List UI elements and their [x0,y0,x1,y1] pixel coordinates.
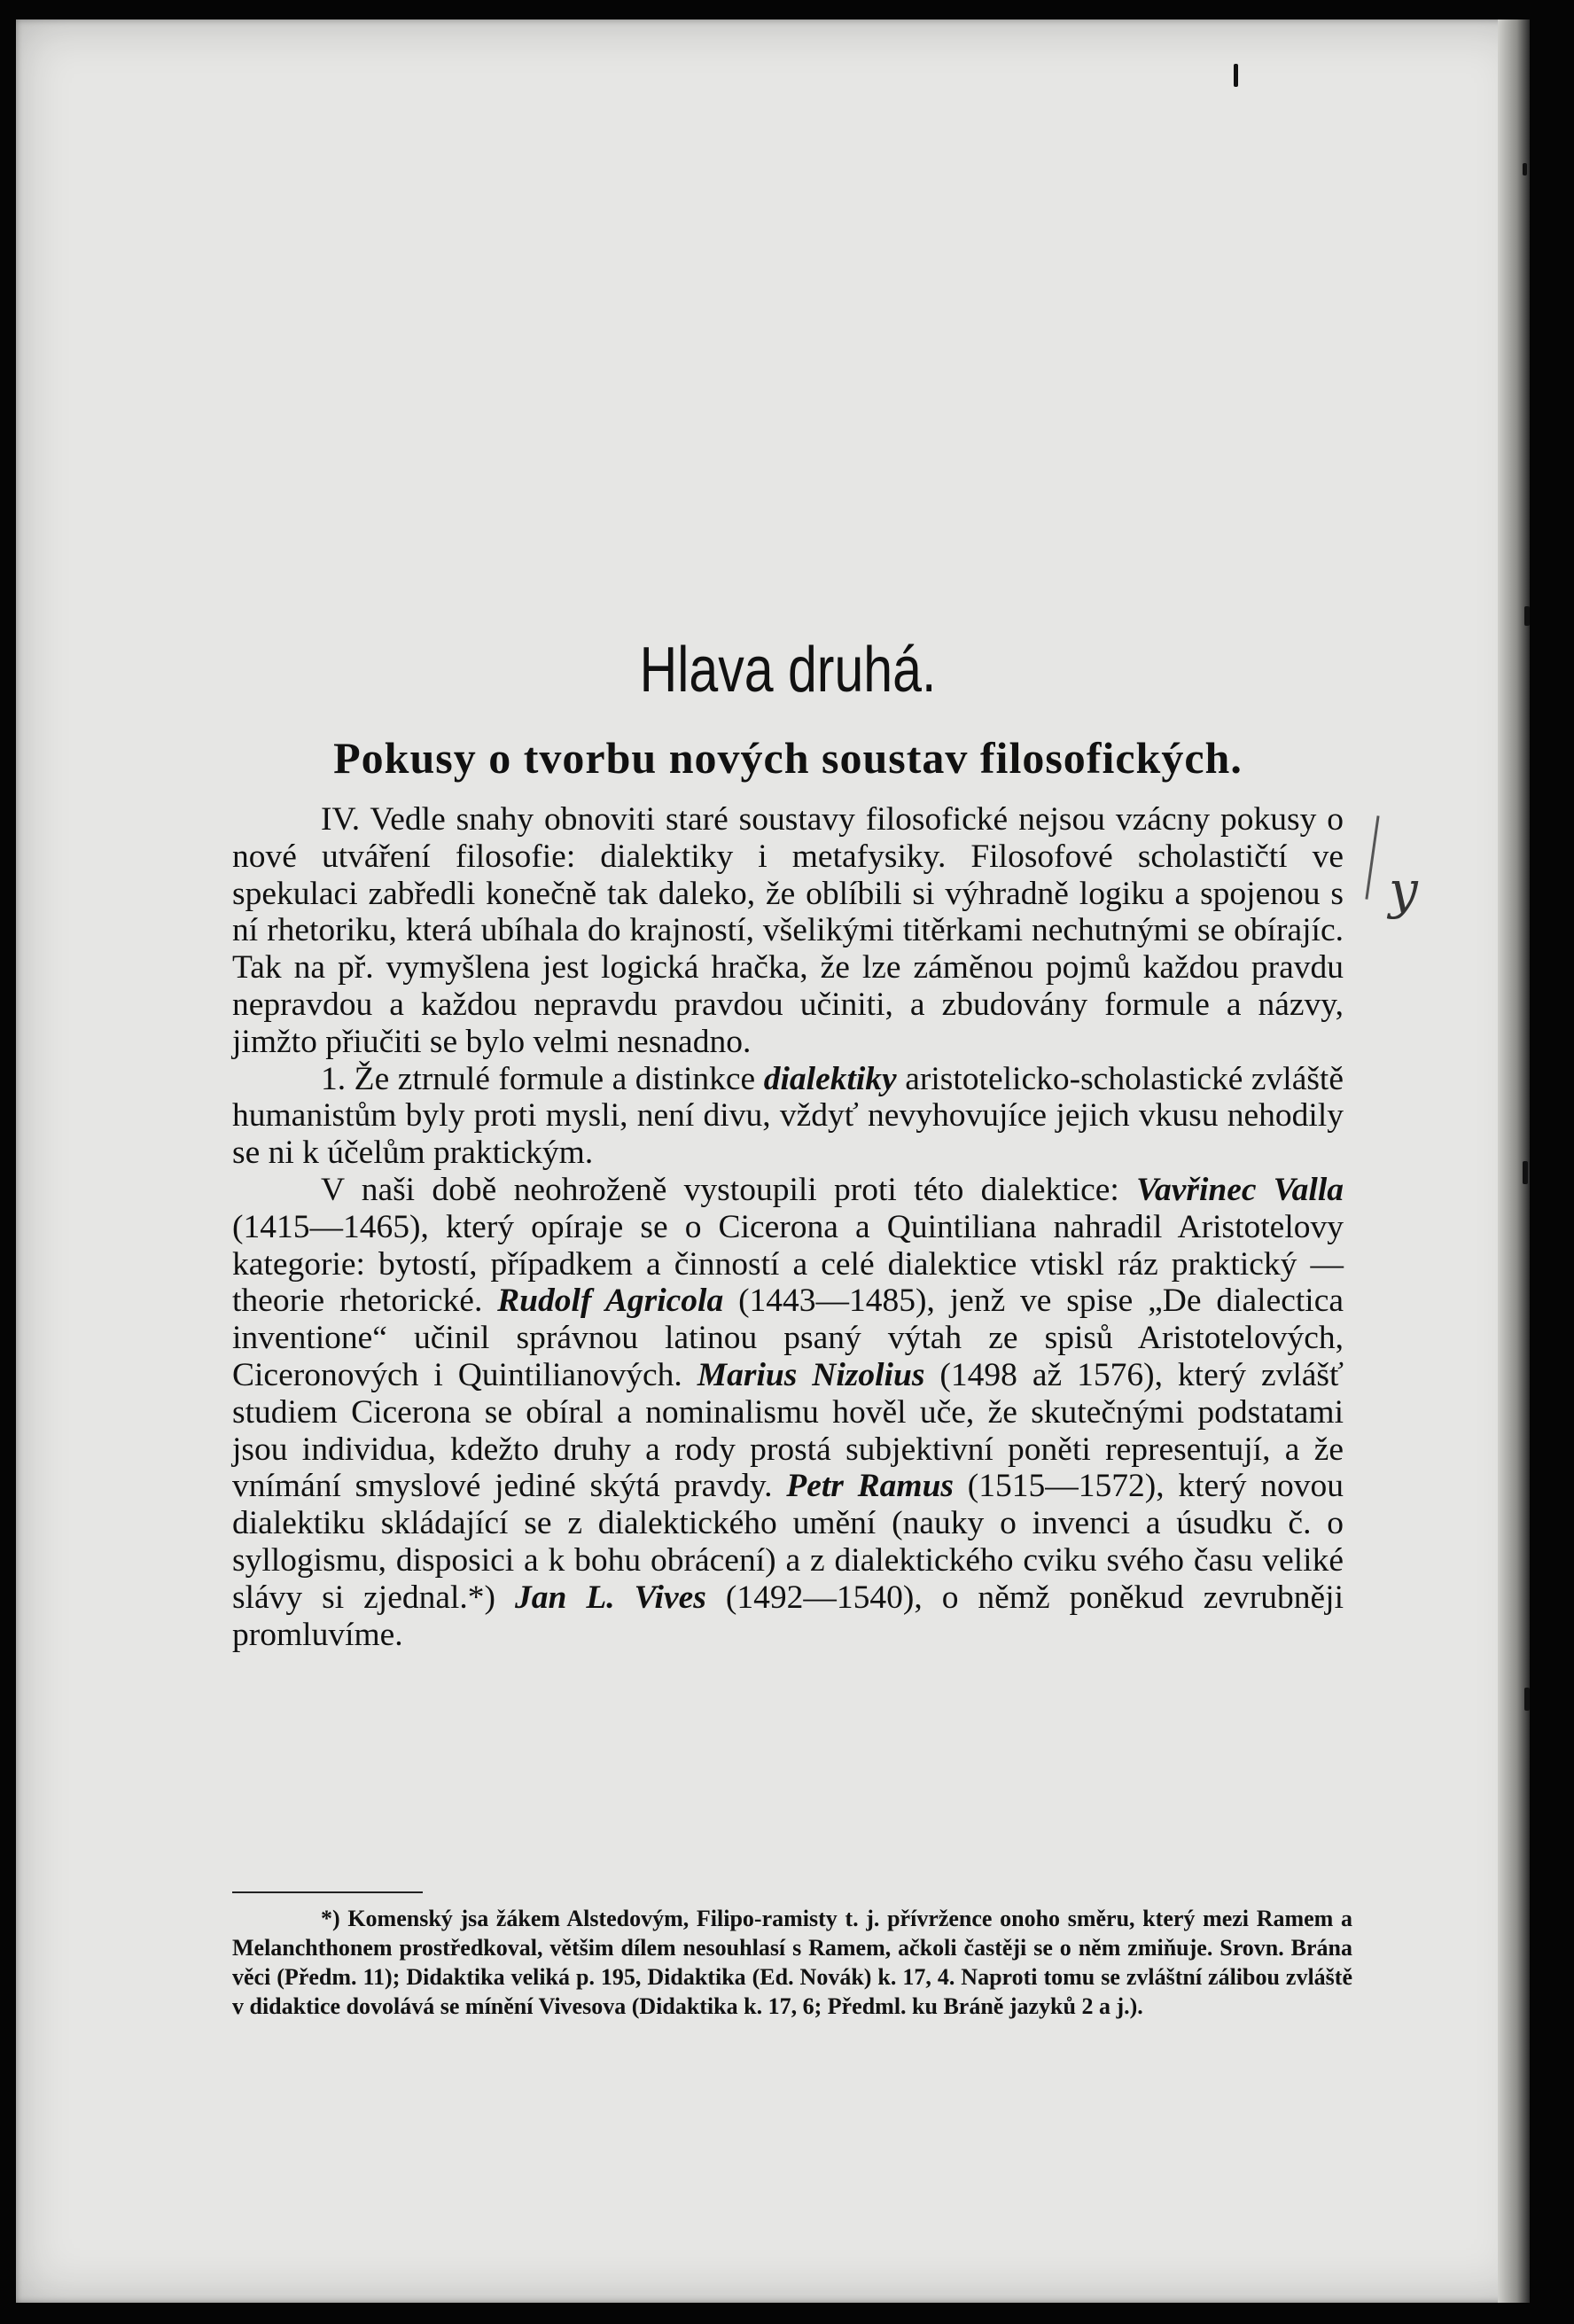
scan-speck [1524,606,1530,626]
paragraph-text: (1415—1465), který opíraje se o Cicerona a Quintiliana nahradil Aristotelovy kategorie: bytostí, případkem a činností a celé dialektice vtiskl ráz praktický — theorie rhetorické. [232,1208,1344,1320]
footnote: *) Komenský jsa žákem Alstedovým, Filipo-ramisty t. j. přívržence onoho směru, který mezi Ramem a Melanchthonem prostředkoval, většim dílem nesouhlasí s Ramem, ačkoli častěji se o něm zmiňuje. Srovn. Brána věci (Předm. 11); Didaktika veliká p. 195, Didaktika (Ed. Novák) k. 17, 4. Naproti tomu se zvláštní zálibou zvláště v didaktice dovolává se mínění Vivesova (Didaktika k. 17, 6; Předml. ku Bráně jazyků 2 a j.). [232,1906,1352,2019]
italic-name: Jan L. Vives [515,1579,706,1616]
paragraph-text: 1. Že ztrnulé formule a distinkce [321,1060,764,1097]
italic-name: Rudolf Agricola [497,1283,724,1320]
handwritten-margin-note: y [1369,815,1422,948]
section-title: Pokusy o tvorbu nových soustav filosofických. [333,733,1243,783]
paragraph-text: (1515—1572), který novou dialektiku skládající se z dialektického umění (nauky o invenci a úsudku č. o syllogismu, disposici a k bohu obrácení) a z dialektického cviku svého času veliké slávy si zjednal.*) [232,1468,1344,1616]
scan-speck [1234,64,1238,87]
italic-name: Marius Nizolius [697,1356,925,1393]
paragraph [232,801,1344,1061]
scan-speck [1524,1688,1530,1711]
paragraph-text: V naši době neohroženě vystoupili proti této dialektice: [321,1171,1137,1208]
paragraph-text: aristotelicko-scholastické zvláště humanistům byly proti mysli, není divu, vždyť nevyhovujíce jejich vkusu nehodily se ni k účelům praktickým. [232,1060,1344,1172]
body-text [232,801,1344,1653]
scan-speck [1523,1161,1528,1184]
chapter-title: Hlava druhá. [639,635,937,706]
paragraph [232,1172,1344,1653]
paragraph-text: IV. Vedle snahy obnoviti staré soustavy filosofické nejsou vzácny pokusy o nové utváření filosofie: dialektiky i metafysiky. Filosofové scholastičtí ve spekulaci zabředli konečně tak daleko, že oblíbili si výhradně logiku a spojenou s ní rhetoriku, která ubíhala do krajností, všelikými titěrkami nechutnými se obírajíc. Tak na př. vymyšlena jest logická hračka, že lze záměnou pojmů každou pravdu nepravdou a každou nepravdu pravdou učiniti, a zbudovány formule a názvy, jimžto přiučiti se bylo velmi nesnadno. [232,801,1344,1060]
italic-name: dialektiky [763,1060,897,1097]
italic-name: Vavřinec Valla [1136,1171,1344,1208]
scan-speck [1523,163,1527,175]
footnote-divider [232,1891,423,1893]
paragraph [232,1061,1344,1172]
italic-name: Petr Ramus [786,1468,955,1505]
paragraph-text: (1498 až 1576), který zvlášť studiem Cicerona se obíral a nominalismu hověl uče, že skutečnými podstatami jsou individua, kdežto druhy a rody prostá subjektivní poněti representují, a že vnímání smyslové jediné skýtá pravdy. [232,1356,1344,1505]
paragraph-text: (1492—1540), o němž poněkud zevrubněji promluvíme. [232,1579,1344,1653]
paragraph-text: (1443—1485), jenž ve spise „De dialectica inventione“ učinil správnou latinou psaný výtah ze spisů Aristotelových, Ciceronových i Quintilianových. [232,1283,1344,1393]
